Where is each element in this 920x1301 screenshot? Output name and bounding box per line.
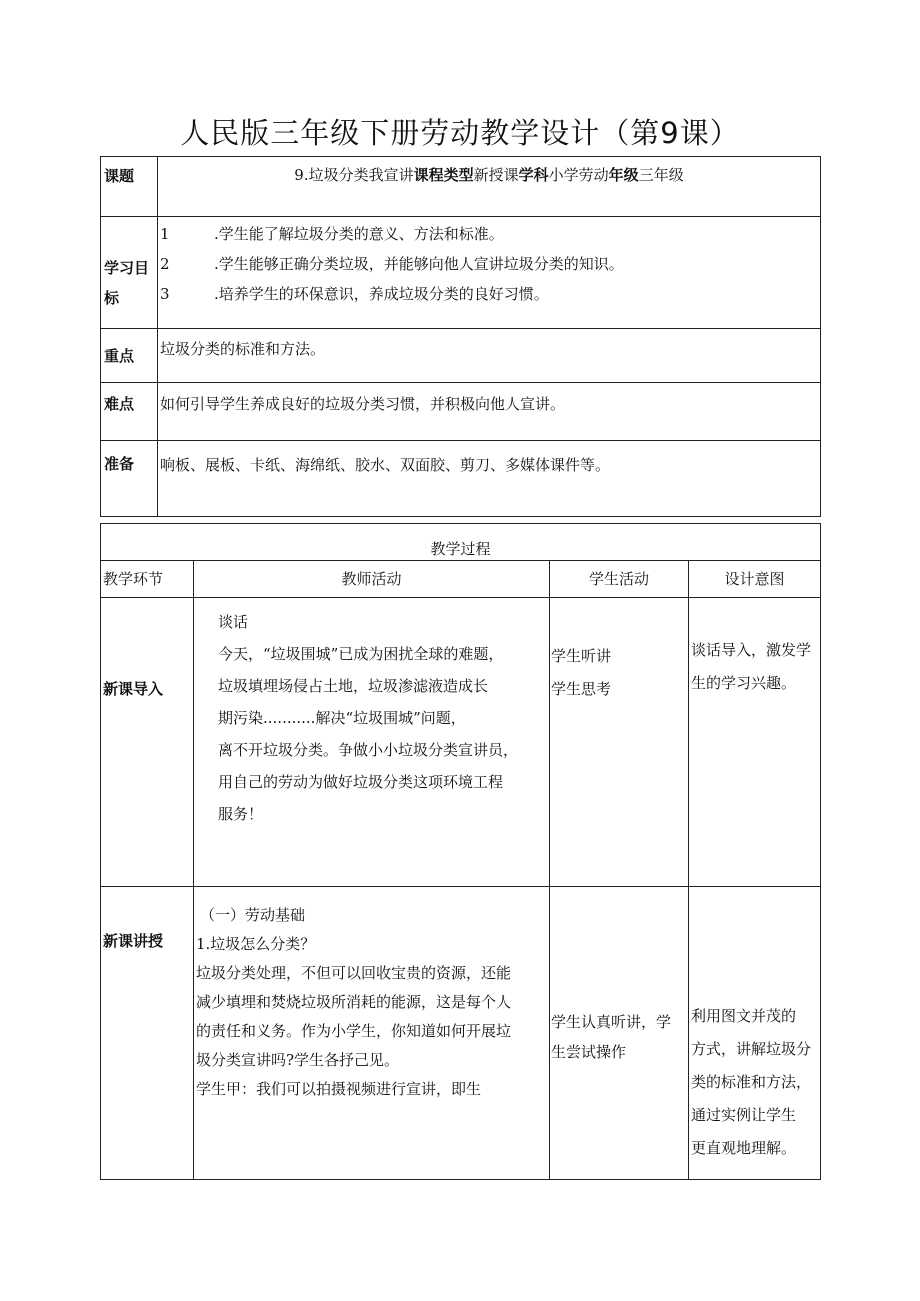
key-point-label: 重点 [101, 329, 158, 383]
objectives-label-line1: 学习目 [104, 259, 150, 277]
column-header-teacher: 教师活动 [194, 561, 550, 598]
teacher-line: 垃圾填埋场侵占土地，垃圾渗滤液造成长 [218, 677, 489, 695]
teacher-line: 减少填埋和焚烧垃圾所消耗的能源，这是每个人 [196, 993, 512, 1011]
teacher-line: （一）劳动基础 [200, 906, 306, 924]
topic-value [158, 157, 821, 217]
student-line: 学生认真听讲，学 [551, 1013, 672, 1031]
objectives-label [101, 217, 158, 329]
objective-number: 3 [160, 285, 170, 303]
student-line: 学生思考 [551, 680, 612, 698]
objectives-label-line2: 标 [104, 289, 120, 307]
teacher-line: 垃圾分类处理，不但可以回收宝贵的资源，还能 [196, 964, 512, 982]
preparation-text: 响板、展板、卡纸、海绵纸、胶水、双面胶、剪刀、多媒体课件等。 [158, 441, 821, 517]
student-activity [550, 887, 689, 1180]
intent-line: 更直观地理解。 [691, 1139, 797, 1157]
column-header-student: 学生活动 [550, 561, 689, 598]
teacher-activity [194, 598, 550, 887]
teacher-activity [194, 887, 550, 1180]
difficulty-text: 如何引导学生养成良好的垃圾分类习惯，并积极向他人宣讲。 [158, 383, 821, 441]
objectives-list [158, 217, 821, 329]
key-point-row [101, 329, 821, 383]
objective-item [160, 285, 820, 315]
objective-number: 1 [160, 225, 170, 243]
preparation-row [101, 441, 821, 517]
objective-number: 2 [160, 255, 170, 273]
objective-item [160, 255, 820, 285]
teacher-line: 1.垃圾怎么分类？ [196, 935, 316, 953]
lesson-info-table [100, 156, 821, 517]
teacher-line: 学生甲：我们可以拍摄视频进行宣讲，即生 [196, 1080, 482, 1098]
teacher-line: 用自己的劳动为做好垃圾分类这项环境工程 [218, 773, 504, 791]
intent-line: 方式，讲解垃圾分 [691, 1040, 812, 1058]
table-row [101, 598, 821, 887]
difficulty-row [101, 383, 821, 441]
student-line: 学生听讲 [551, 647, 612, 665]
teacher-line: 期污染...........解决“垃圾围城”问题， [218, 709, 466, 727]
column-header-stage: 教学环节 [101, 561, 194, 598]
intent-line: 生的学习兴趣。 [691, 674, 797, 692]
column-header-intent: 设计意图 [689, 561, 821, 598]
grade-label: 年级 [608, 166, 639, 184]
type-value: 新授课 [473, 166, 519, 184]
objectives-row [101, 217, 821, 329]
teacher-line: 的责任和义务。作为小学生，你知道如何开展垃 [196, 1022, 512, 1040]
process-header: 教学过程 [101, 524, 821, 561]
objective-text: .培养学生的环保意识，养成垃圾分类的良好习惯。 [214, 285, 549, 303]
objective-text: .学生能了解垃圾分类的意义、方法和标准。 [214, 225, 504, 243]
design-intent [689, 598, 821, 887]
intent-line: 通过实例让学生 [691, 1106, 797, 1124]
teaching-process-table [100, 523, 821, 1180]
teacher-line: 今天，“垃圾围城”已成为困扰全球的难题， [218, 645, 504, 663]
table-row [101, 887, 821, 1180]
objective-item [160, 225, 820, 255]
intent-line: 类的标准和方法， [691, 1073, 812, 1091]
subject-label: 学科 [518, 166, 549, 184]
topic-name: 9.垃圾分类我宣讲 [294, 166, 414, 184]
grade-value: 三年级 [638, 166, 684, 184]
column-header-row [101, 561, 821, 598]
topic-label: 课题 [101, 157, 158, 217]
design-intent [689, 887, 821, 1180]
difficulty-label: 难点 [101, 383, 158, 441]
teacher-line: 离不开垃圾分类。争做小小垃圾分类宣讲员， [218, 741, 519, 759]
student-activity [550, 598, 689, 887]
intent-line: 利用图文并茂的 [691, 1007, 797, 1025]
page-title: 人民版三年级下册劳动教学设计（第9课） [180, 116, 740, 150]
teacher-line: 服务！ [218, 805, 264, 823]
teacher-line: 谈话 [218, 613, 249, 631]
type-label: 课程类型 [413, 166, 474, 184]
key-point-text: 垃圾分类的标准和方法。 [158, 329, 821, 383]
subject-value: 小学劳动 [548, 166, 609, 184]
process-header-row [101, 524, 821, 561]
objective-text: .学生能够正确分类垃圾，并能够向他人宣讲垃圾分类的知识。 [214, 255, 624, 273]
student-line: 生尝试操作 [551, 1043, 627, 1061]
teacher-line: 圾分类宣讲吗?学生各抒己见。 [196, 1051, 400, 1069]
stage-label: 新课导入 [101, 598, 194, 887]
stage-label: 新课讲授 [101, 887, 194, 1180]
intent-line: 谈话导入，激发学 [691, 641, 812, 659]
preparation-label: 准备 [101, 441, 158, 517]
topic-row [101, 157, 821, 217]
